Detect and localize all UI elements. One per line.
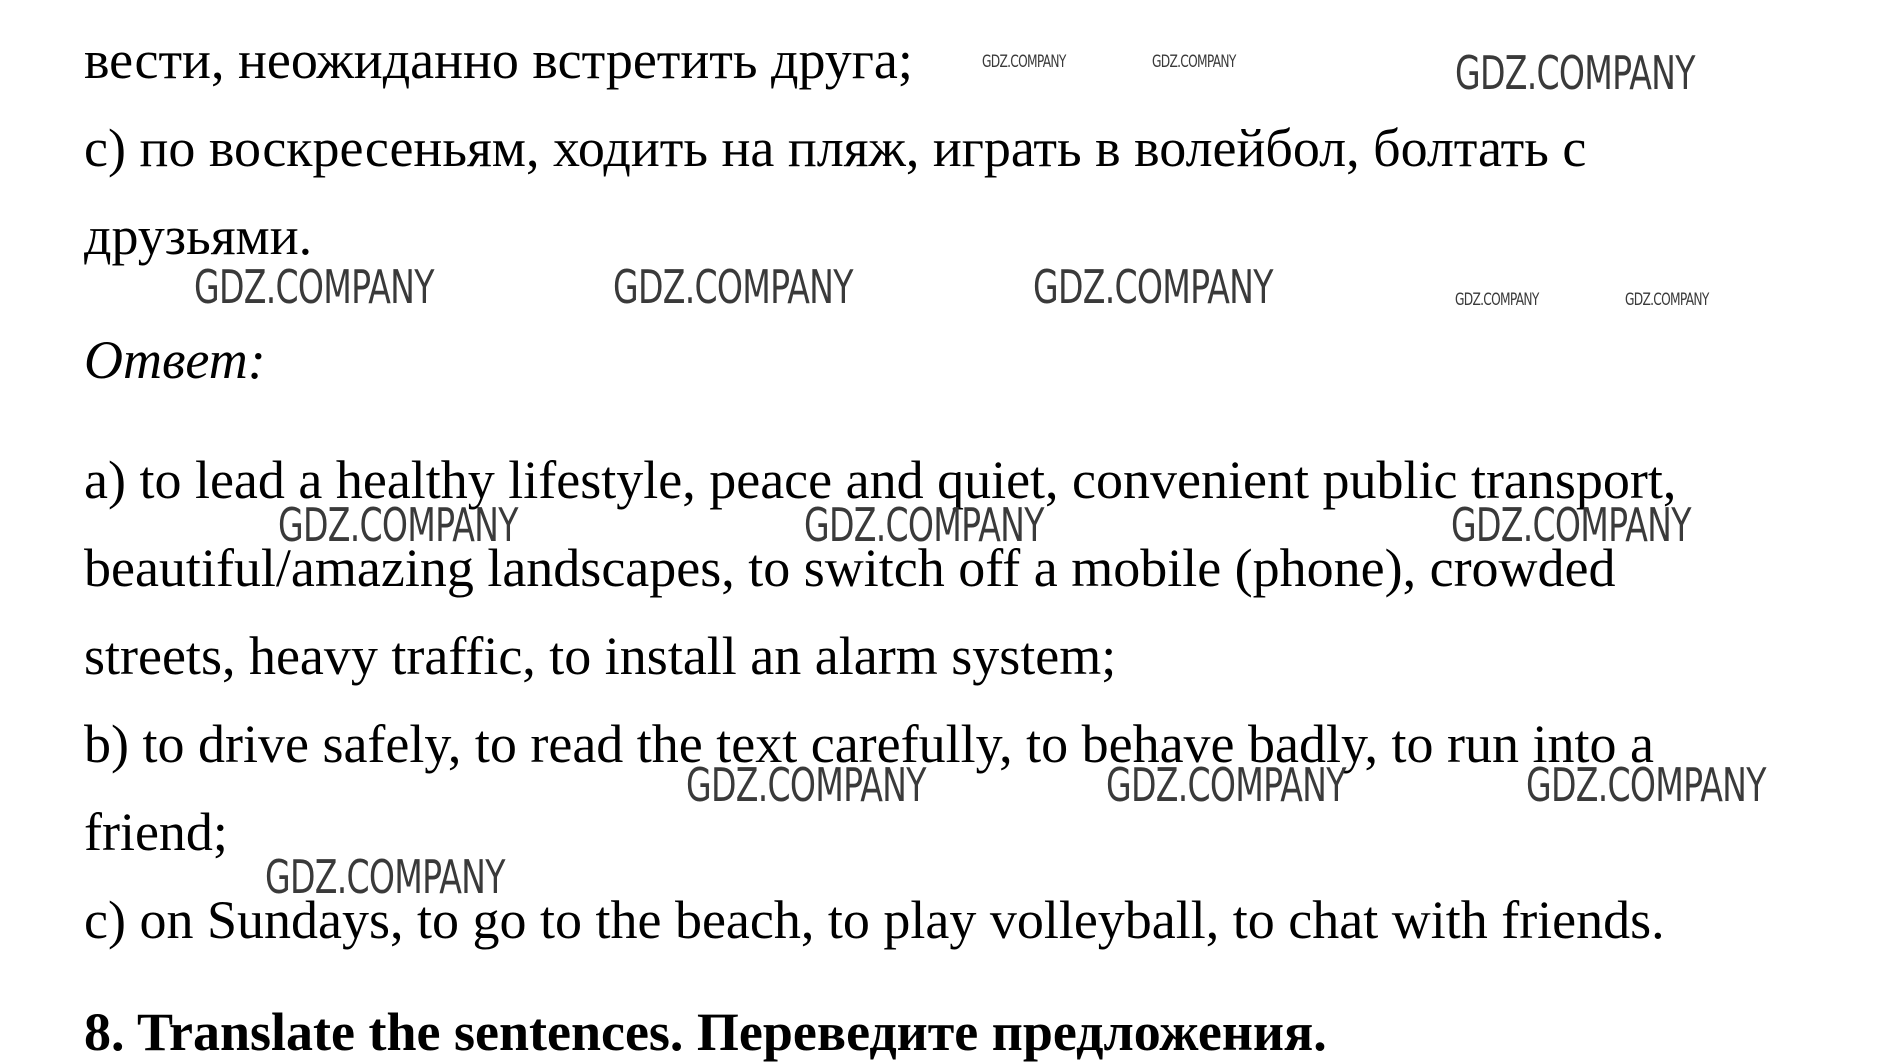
- answer-c-line-1: c) on Sundays, to go to the beach, to play volleyball, to chat with friends.: [84, 890, 1665, 950]
- watermark: GDZ.COMPANY: [1033, 260, 1273, 314]
- russian-line-3: друзьями.: [84, 206, 313, 266]
- watermark: GDZ.COMPANY: [982, 52, 1066, 72]
- watermark: GDZ.COMPANY: [265, 850, 505, 904]
- russian-line-2: c) по воскресеньям, ходить на пляж, играть в волейбол, болтать с: [84, 118, 1587, 178]
- answer-a-line-3: streets, heavy traffic, to install an alarm system;: [84, 626, 1117, 686]
- watermark: GDZ.COMPANY: [194, 260, 434, 314]
- watermark: GDZ.COMPANY: [1451, 498, 1691, 552]
- watermark: GDZ.COMPANY: [1106, 758, 1346, 812]
- answer-label: Ответ:: [84, 330, 266, 390]
- watermark: GDZ.COMPANY: [1625, 290, 1709, 310]
- next-task-heading: 8. Translate the sentences. Переведите предложения.: [84, 1002, 1327, 1062]
- watermark: GDZ.COMPANY: [804, 498, 1044, 552]
- russian-line-1: вести, неожиданно встретить друга;: [84, 30, 913, 90]
- watermark: GDZ.COMPANY: [1152, 52, 1236, 72]
- watermark: GDZ.COMPANY: [1455, 290, 1539, 310]
- watermark: GDZ.COMPANY: [1455, 46, 1695, 100]
- answer-b-line-1: b) to drive safely, to read the text carefully, to behave badly, to run into a: [84, 714, 1654, 774]
- answer-b-line-2: friend;: [84, 802, 228, 862]
- watermark: GDZ.COMPANY: [613, 260, 853, 314]
- answer-a-line-2: beautiful/amazing landscapes, to switch off a mobile (phone), crowded: [84, 538, 1616, 598]
- watermark: GDZ.COMPANY: [686, 758, 926, 812]
- watermark: GDZ.COMPANY: [278, 498, 518, 552]
- answer-a-line-1: a) to lead a healthy lifestyle, peace and quiet, convenient public transport,: [84, 450, 1677, 510]
- watermark: GDZ.COMPANY: [1526, 758, 1766, 812]
